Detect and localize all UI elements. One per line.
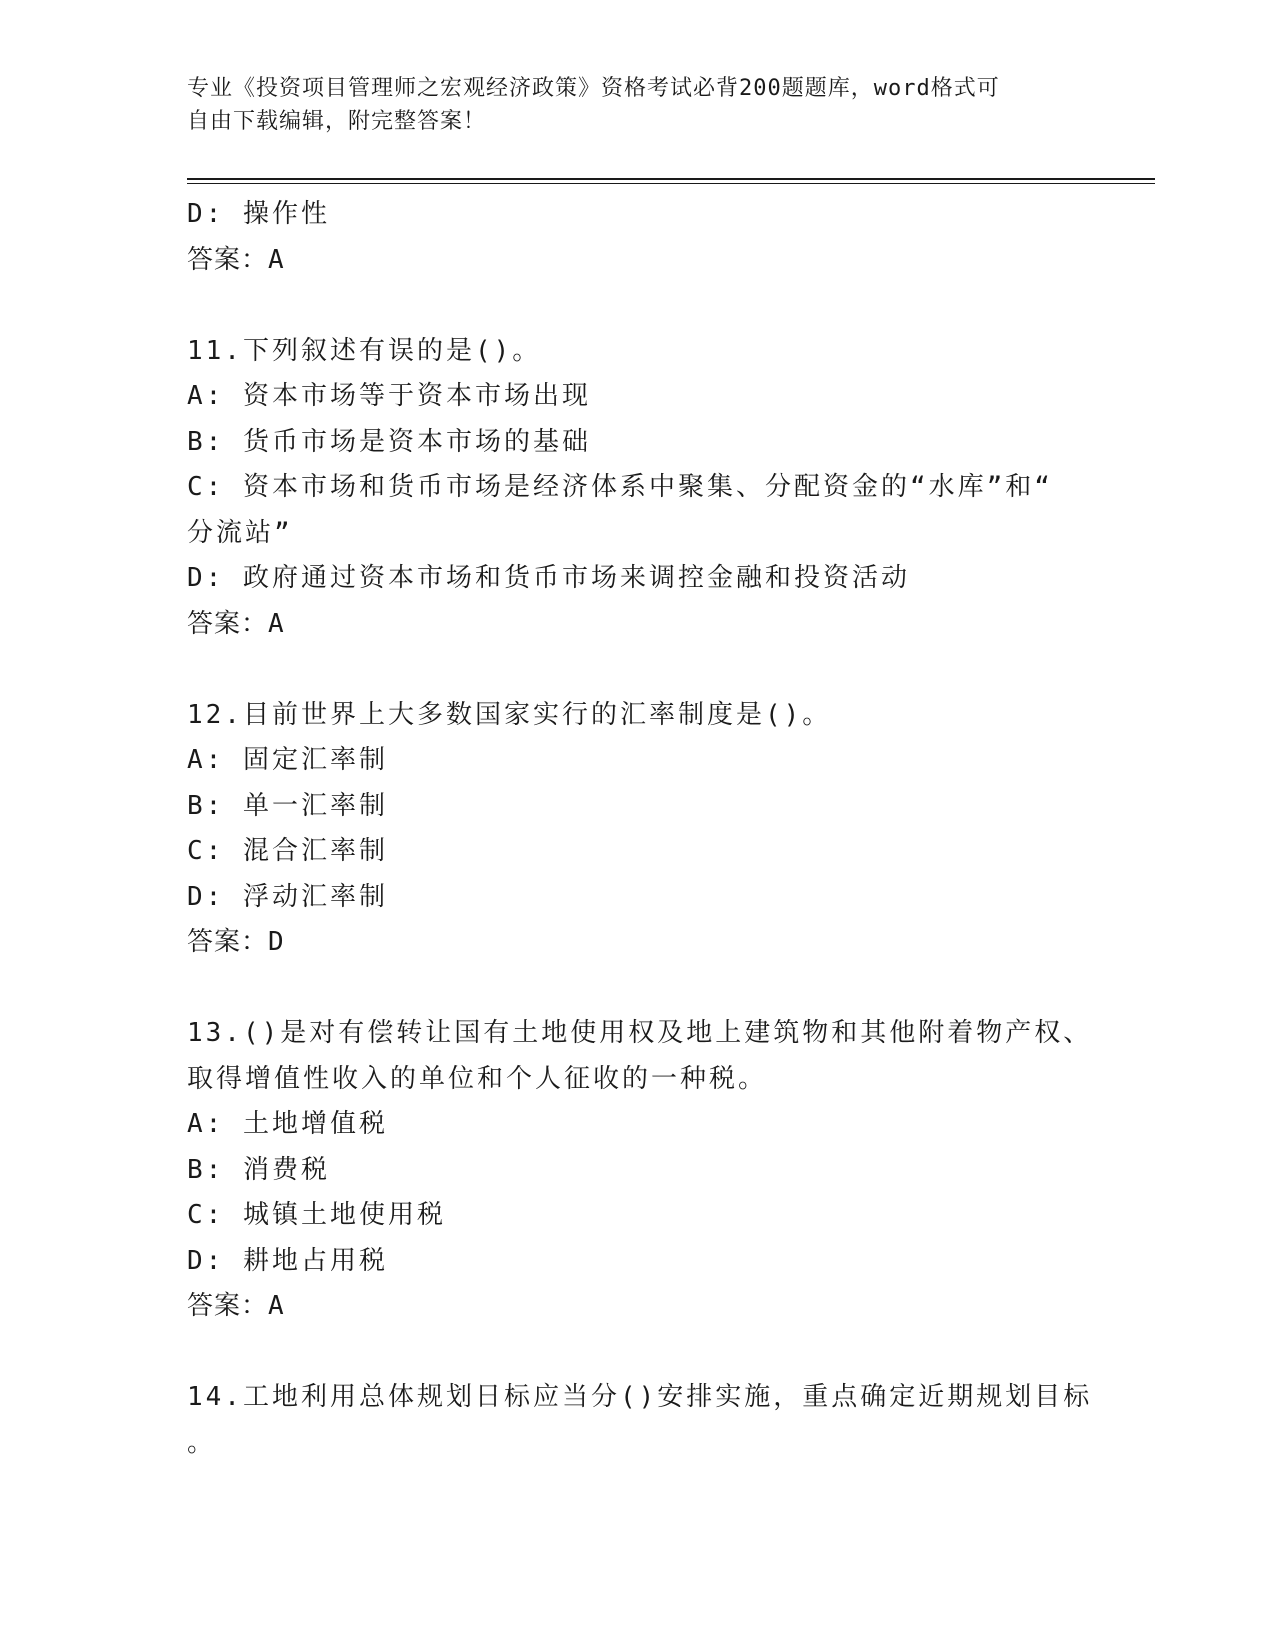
question-text: 13.()是对有偿转让国有土地使用权及地上建筑物和其他附着物产权、 [187,1018,1093,1048]
question-text: 12.目前世界上大多数国家实行的汇率制度是()。 [187,699,832,730]
header-title-line-2: 自由下载编辑，附完整答案！ [187,109,487,134]
answer-value: A [268,608,285,639]
question-block-10 [187,192,1087,283]
answer-label: 答案： [187,1291,269,1321]
question-spacer [187,647,1087,693]
answer-value: A [268,1291,285,1321]
question-block-14 [187,1375,1093,1466]
answer-label: 答案： [187,608,269,639]
option-d: D: 浮动汇率制 [187,881,388,912]
option-a: A: 资本市场等于资本市场出现 [187,381,591,411]
answer-line [187,920,1087,966]
question-spacer [187,966,1087,1012]
option-c: C: 资本市场和货币市场是经济体系中聚集、分配资金的“水库”和“ [187,472,1053,502]
option-b: B: 单一汇率制 [187,790,388,821]
option-b: B: 消费税 [187,1154,330,1185]
option-d: D: 政府通过资本市场和货币市场来调控金融和投资活动 [187,563,910,593]
option-c-continued: 分流站” [187,517,293,548]
question-text-continued: 。 [187,1427,217,1458]
answer-label: 答案： [187,927,269,957]
question-block-11 [187,329,1087,648]
option-c: C: 城镇土地使用税 [187,1200,446,1230]
option-a: A: 土地增值税 [187,1109,388,1139]
header-divider-thick [187,178,1155,180]
question-text: 11.下列叙述有误的是()。 [187,335,542,366]
option-a: A: 固定汇率制 [187,745,388,775]
question-spacer [187,283,1087,329]
question-list [187,192,1093,1466]
option-d: D: 操作性 [187,199,330,229]
document-header [187,72,1087,138]
answer-line [187,602,1087,648]
answer-value: D [268,927,285,957]
answer-value: A [268,244,285,275]
question-text: 14.工地利用总体规划日标应当分()安排实施，重点确定近期规划目标 [187,1382,1093,1412]
header-divider-thin [187,183,1155,184]
question-block-13 [187,1011,1093,1330]
option-b: B: 货币市场是资本市场的基础 [187,426,591,457]
header-title-line-1: 专业《投资项目管理师之宏观经济政策》资格考试必背200题题库，word格式可 [187,76,1000,101]
question-block-12 [187,693,1087,966]
answer-line [187,238,1087,284]
answer-label: 答案： [187,244,269,275]
question-spacer [187,1330,1087,1376]
option-d: D: 耕地占用税 [187,1245,388,1276]
answer-line [187,1284,1087,1330]
question-text-continued: 取得增值性收入的单位和个人征收的一种税。 [187,1063,768,1094]
option-c: C: 混合汇率制 [187,836,388,866]
